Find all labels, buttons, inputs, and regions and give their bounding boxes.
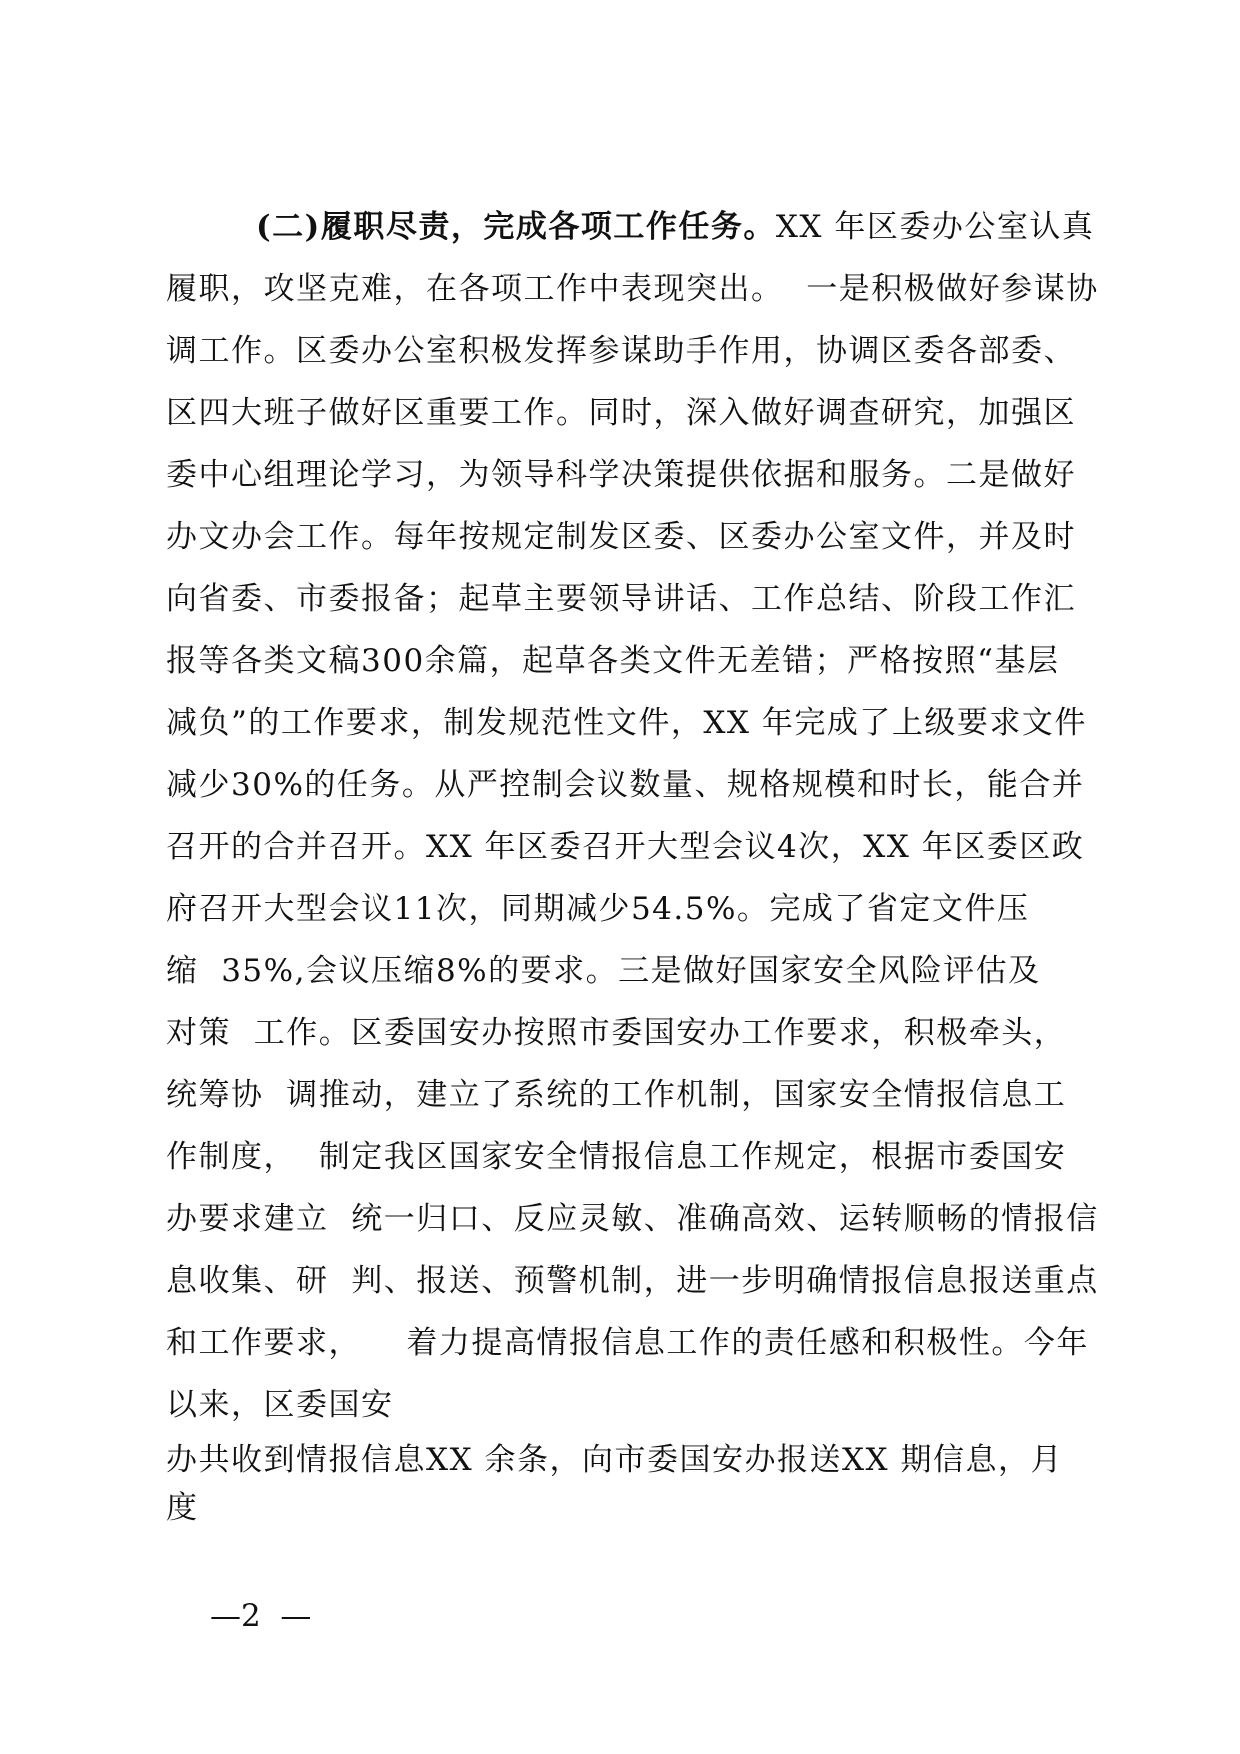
text-line-3: [166, 320, 1096, 382]
text-line-content: 减少30%的任务。从严控制会议数量、规格规模和时长，能合并: [166, 767, 1085, 803]
text-line-content: 以来，区委国安: [166, 1387, 394, 1423]
text-line-12: [166, 878, 1096, 940]
text-line-content: XX 年区委办公室认真: [775, 209, 1095, 245]
text-line-14: [166, 1002, 1096, 1064]
body-text: [166, 196, 1099, 1532]
text-line-16: [166, 1126, 1096, 1188]
text-line-10: [166, 754, 1096, 816]
text-line-11: [166, 816, 1096, 878]
text-line-content: 和工作要求， 着力提高情报信息工作的责任感和积极性。今年: [166, 1325, 1089, 1361]
text-line-content: 向省委、市委报备；起草主要领导讲话、工作总结、阶段工作汇: [166, 581, 1076, 617]
text-line-content: 调工作。区委办公室积极发挥参谋助手作用，协调区委各部委、: [166, 333, 1076, 369]
text-line-18: [166, 1250, 1099, 1312]
text-line-content: 召开的合并召开。XX 年区委召开大型会议4次，XX 年区委区政: [166, 829, 1085, 865]
text-line-content: 办共收到情报信息XX 余条，向市委国安办报送XX 期信息，月: [166, 1442, 1063, 1478]
text-line-content: 报等各类文稿300余篇，起草各类文件无差错；严格按照“基层: [166, 643, 1060, 679]
text-line-content: 委中心组理论学习，为领导科学决策提供依据和服务。二是做好: [166, 457, 1076, 493]
text-line-1: [166, 196, 1096, 258]
page-number: —2 —: [210, 1598, 312, 1634]
text-line-content: 息收集、研 判、报送、预警机制，进一步明确情报信息报送重点: [166, 1263, 1099, 1299]
text-line-19: [166, 1312, 1096, 1374]
text-line-content: 履职，攻坚克难，在各项工作中表现突出。 一是积极做好参谋协: [166, 271, 1099, 307]
text-line-15: [166, 1064, 1096, 1126]
text-line-6: [166, 506, 1096, 568]
text-line-content: 减负”的工作要求，制发规范性文件，XX 年完成了上级要求文件: [166, 705, 1087, 741]
text-line-8: [166, 630, 1096, 692]
section-heading: (二)履职尽责，完成各项工作任务。: [256, 209, 776, 245]
text-line-content: 缩 35%,会议压缩8%的要求。三是做好国家安全风险评估及: [166, 953, 1041, 989]
text-line-9: [166, 692, 1096, 754]
text-line-2: [166, 258, 1099, 320]
text-line-content: 办要求建立 统一归口、反应灵敏、准确高效、运转顺畅的情报信: [166, 1201, 1099, 1237]
text-line-17: [166, 1188, 1099, 1250]
text-line-4: [166, 382, 1096, 444]
text-line-content: 办文办会工作。每年按规定制发区委、区委办公室文件，并及时: [166, 519, 1076, 555]
text-line-7: [166, 568, 1096, 630]
text-line-content: 区四大班子做好区重要工作。同时，深入做好调查研究，加强区: [166, 395, 1076, 431]
text-line-5: [166, 444, 1096, 506]
text-line-13: [166, 940, 1096, 1002]
text-line-content: 对策 工作。区委国安办按照市委国安办工作要求，积极牵头，: [166, 1015, 1067, 1051]
text-line-content: 统筹协 调推动，建立了系统的工作机制，国家安全情报信息工: [166, 1077, 1067, 1113]
text-line-content: 府召开大型会议11次，同期减少54.5%。完成了省定文件压: [166, 891, 1030, 927]
text-line-20: [166, 1374, 1096, 1436]
text-line-content: 度: [166, 1490, 199, 1526]
text-line-22: [166, 1484, 1096, 1532]
text-line-21: [166, 1436, 1096, 1484]
text-line-content: 作制度， 制定我区国家安全情报信息工作规定，根据市委国安: [166, 1139, 1067, 1175]
